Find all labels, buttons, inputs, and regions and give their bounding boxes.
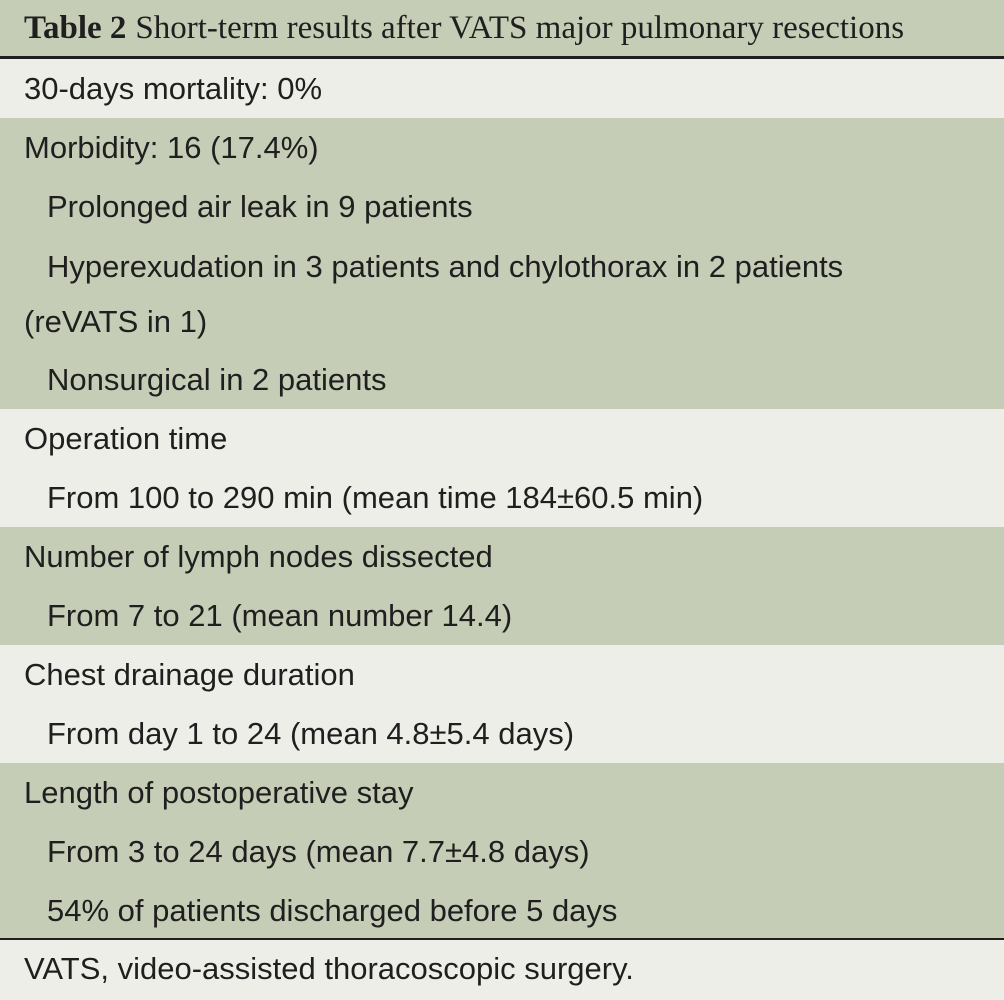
section-heading: Operation time xyxy=(24,421,228,456)
section-postoperative-stay xyxy=(0,763,1004,938)
table-title: Short-term results after VATS major pulmonary resections xyxy=(135,9,905,46)
section-heading: 30-days mortality: 0% xyxy=(24,71,323,106)
section-item: (reVATS in 1) xyxy=(24,304,208,339)
section-heading: Length of postoperative stay xyxy=(24,775,414,810)
section-item: Hyperexudation in 3 patients and chylothorax in 2 patients xyxy=(47,249,844,284)
section-operation-time xyxy=(0,409,1004,527)
section-heading: Chest drainage duration xyxy=(24,657,355,692)
section-item: From 100 to 290 min (mean time 184±60.5 min) xyxy=(47,480,704,515)
section-mortality xyxy=(0,59,1004,118)
section-item: From 3 to 24 days (mean 7.7±4.8 days) xyxy=(47,834,590,869)
section-item: From 7 to 21 (mean number 14.4) xyxy=(47,598,513,633)
section-morbidity xyxy=(0,118,1004,409)
section-chest-drainage xyxy=(0,645,1004,763)
section-item: Prolonged air leak in 9 patients xyxy=(47,189,473,224)
section-heading: Number of lymph nodes dissected xyxy=(24,539,493,574)
section-item: Nonsurgical in 2 patients xyxy=(47,362,387,397)
section-item: From day 1 to 24 (mean 4.8±5.4 days) xyxy=(47,716,575,751)
section-item: 54% of patients discharged before 5 days xyxy=(47,893,618,928)
section-heading: Morbidity: 16 (17.4%) xyxy=(24,130,319,165)
table-title-bar xyxy=(0,0,1004,59)
table-footnote: VATS, video-assisted thoracoscopic surgery. xyxy=(24,951,634,986)
table-label: Table 2 xyxy=(24,9,127,46)
section-lymph-nodes xyxy=(0,527,1004,645)
table-footnote-row xyxy=(0,938,1004,1000)
